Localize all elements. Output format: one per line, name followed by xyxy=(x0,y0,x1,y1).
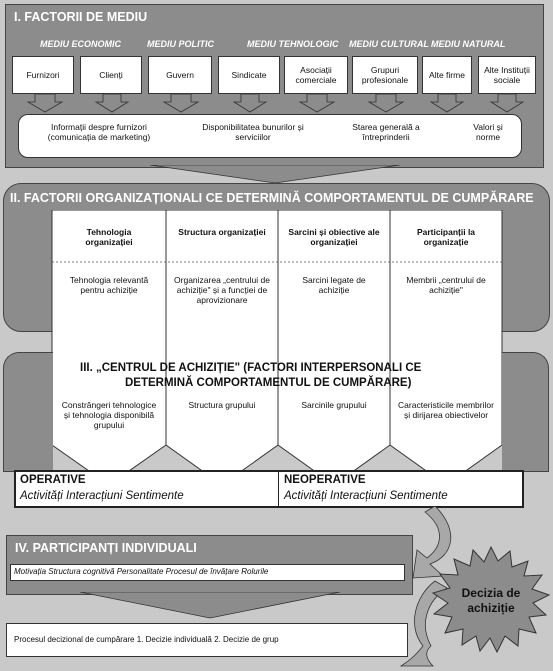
operative-title: OPERATIVE xyxy=(20,474,86,486)
section-individual-title: IV. PARTICIPANȚI INDIVIDUALI xyxy=(15,541,197,555)
operative-divider xyxy=(278,472,279,506)
buying-center-title-2: DETERMINĂ COMPORTAMENTUL DE CUMPĂRARE) xyxy=(125,377,412,389)
decision-starburst xyxy=(430,545,552,655)
arrow-row xyxy=(0,94,553,114)
env-technological: MEDIU TEHNOLOGIC xyxy=(247,39,339,49)
org-item: Tehnologia relevantă pentru achiziție xyxy=(69,275,149,295)
operative-sub: Activități Interacțiuni Sentimente xyxy=(20,490,184,502)
column-shapes xyxy=(0,210,553,490)
group-item: Caracteristicile membrilor și dirijarea obiectivelor xyxy=(398,400,494,420)
org-header: Structura organizației xyxy=(178,227,266,237)
org-header: Sarcini și obiective ale organizației xyxy=(288,227,380,247)
actor-box: Alte Instituții sociale xyxy=(478,56,536,94)
decision-label-2: achiziție xyxy=(467,601,515,615)
group-item: Constrângeri tehnologice și tehnologia disponibilă grupului xyxy=(61,400,157,430)
operative-bar xyxy=(14,470,524,508)
arrow-down xyxy=(0,165,553,185)
actor-box: Clienți xyxy=(80,56,142,94)
section-buying-center-right xyxy=(502,352,549,472)
env-political: MEDIU POLITIC xyxy=(147,39,214,49)
info-item: Informații despre furnizori (comunicația de marketing) xyxy=(47,122,151,142)
section-organizational-title: II. FACTORII ORGANIZAȚIONALI CE DETERMINĂ COMPORTAMENTUL DE CUMPĂRARE xyxy=(10,191,534,205)
info-item: Valori și norme xyxy=(473,122,503,142)
group-item: Sarcinile grupului xyxy=(301,400,367,410)
org-item: Sarcini legate de achiziție xyxy=(302,275,366,295)
env-natural: MEDIU NATURAL xyxy=(431,39,506,49)
neoperative-title: NEOPERATIVE xyxy=(284,474,366,486)
individual-factors: Motivația Structura cognitivă Personalitate Procesul de învățare Rolurile xyxy=(14,567,269,576)
info-item: Disponibilitatea bunurilor și serviciilor xyxy=(202,122,304,142)
section-environment-title: I. FACTORII DE MEDIU xyxy=(14,10,148,24)
buying-center-title-1: III. „CENTRUL DE ACHIZIȚIE" (FACTORI INTERPERSONALI CE xyxy=(80,362,422,374)
actor-box: Grupuri profesionale xyxy=(352,56,418,94)
section-buying-center-left xyxy=(3,352,53,472)
actor-box: Asociații comerciale xyxy=(284,56,348,94)
env-cultural: MEDIU CULTURAL xyxy=(349,39,429,49)
actor-box: Furnizori xyxy=(12,56,74,94)
neoperative-sub: Activități Interacțiuni Sentimente xyxy=(284,490,448,502)
org-item: Organizarea „centrului de achiziție" și a funcției de aprovizionare xyxy=(174,275,270,305)
actor-box: Sindicate xyxy=(218,56,280,94)
org-header: Participanții la organizație xyxy=(416,227,476,247)
org-item: Membrii „centrului de achiziție" xyxy=(406,275,486,295)
env-economic: MEDIU ECONOMIC xyxy=(40,39,121,49)
decision-label-1: Decizia de xyxy=(461,586,521,600)
process-text: Procesul decizional de cumpărare 1. Decizie individuală 2. Decizie de grup xyxy=(14,635,279,644)
actor-box: Alte firme xyxy=(422,56,472,94)
actor-box: Guvern xyxy=(148,56,212,94)
group-item: Structura grupului xyxy=(188,400,256,410)
info-item: Starea generală a întreprinderii xyxy=(352,122,420,142)
org-header: Tehnologia organizației xyxy=(85,227,133,247)
